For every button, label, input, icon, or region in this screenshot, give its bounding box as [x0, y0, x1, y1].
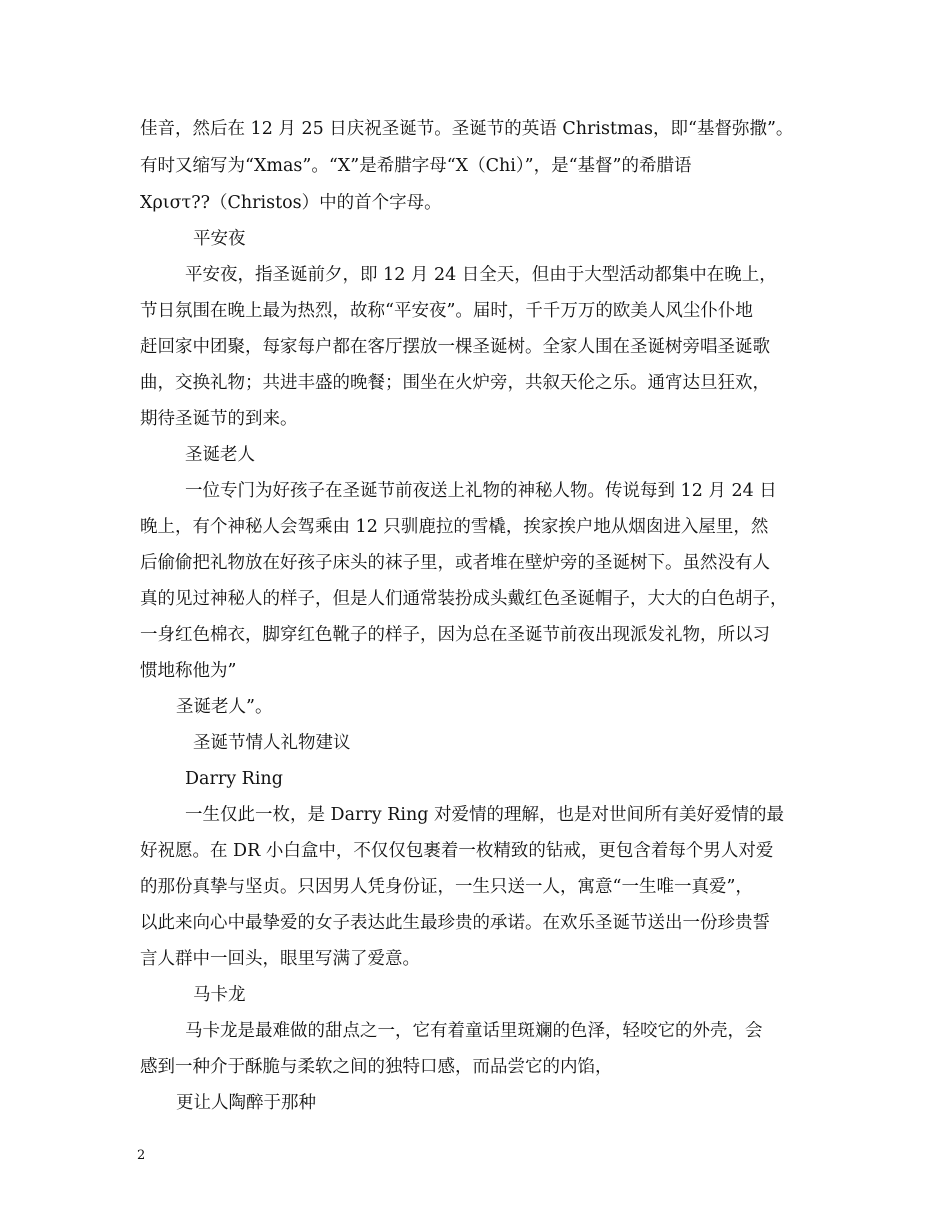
- text-line: 马卡龙是最难做的甜点之一，它有着童话里斑斓的色泽，轻咬它的外壳，会: [185, 1021, 763, 1041]
- text-line: 圣诞老人”。: [176, 697, 273, 717]
- text-line: 节日氛围在晚上最为热烈，故称“平安夜”。届时，千千万万的欧美人风尘仆仆地: [140, 301, 753, 321]
- section-heading: 马卡龙: [193, 985, 246, 1005]
- text-line: 惯地称他为”: [140, 661, 237, 681]
- text-line: 一生仅此一枚，是 Darry Ring 对爱情的理解，也是对世间所有美好爱情的最: [185, 805, 785, 825]
- section-heading: Darry Ring: [185, 769, 283, 789]
- text-line: Χριστ??（Christos）中的首个字母。: [140, 193, 442, 213]
- text-line: 言人群中一回头，眼里写满了爱意。: [140, 949, 420, 969]
- page-number: 2: [137, 1148, 146, 1163]
- section-heading: 平安夜: [193, 229, 246, 249]
- section-heading: 圣诞老人: [185, 445, 255, 465]
- text-line: 曲，交换礼物；共进丰盛的晚餐；围坐在火炉旁，共叙天伦之乐。通宵达旦狂欢，: [140, 373, 770, 393]
- text-line: 后偷偷把礼物放在好孩子床头的袜子里，或者堆在壁炉旁的圣诞树下。虽然没有人: [140, 553, 770, 573]
- text-line: 佳音，然后在 12 月 25 日庆祝圣诞节。圣诞节的英语 Christmas，即“基督弥撒”。: [140, 119, 794, 139]
- text-line: 期待圣诞节的到来。: [140, 409, 298, 429]
- text-line: 一位专门为好孩子在圣诞节前夜送上礼物的神秘人物。传说每到 12 月 24 日: [185, 481, 777, 501]
- text-line: 真的见过神秘人的样子，但是人们通常装扮成头戴红色圣诞帽子，大大的白色胡子，: [140, 589, 788, 609]
- text-line: 一身红色棉衣，脚穿红色靴子的样子，因为总在圣诞节前夜出现派发礼物，所以习: [140, 625, 770, 645]
- text-line: 更让人陶醉于那种: [176, 1093, 316, 1113]
- text-line: 好祝愿。在 DR 小白盒中，不仅仅包裹着一枚精致的钻戒，更包含着每个男人对爱: [140, 841, 774, 861]
- text-line: 以此来向心中最挚爱的女子表达此生最珍贵的承诺。在欢乐圣诞节送出一份珍贵誓: [140, 913, 770, 933]
- text-line: 有时又缩写为“Xmas”。“X”是希腊字母“Χ（Chi）”，是“基督”的希腊语: [140, 156, 692, 176]
- text-line: 平安夜，指圣诞前夕，即 12 月 24 日全天，但由于大型活动都集中在晚上，: [185, 265, 777, 285]
- text-line: 晚上，有个神秘人会驾乘由 12 只驯鹿拉的雪橇，挨家挨户地从烟囱进入屋里，然: [140, 517, 769, 537]
- text-line: 感到一种介于酥脆与柔软之间的独特口感，而品尝它的内馅，: [140, 1057, 613, 1077]
- text-line: 赶回家中团聚，每家每户都在客厅摆放一棵圣诞树。全家人围在圣诞树旁唱圣诞歌: [140, 337, 770, 357]
- text-line: 的那份真挚与坚贞。只因男人凭身份证，一生只送一人，寓意“一生唯一真爱”，: [140, 877, 753, 897]
- section-heading: 圣诞节情人礼物建议: [193, 733, 351, 753]
